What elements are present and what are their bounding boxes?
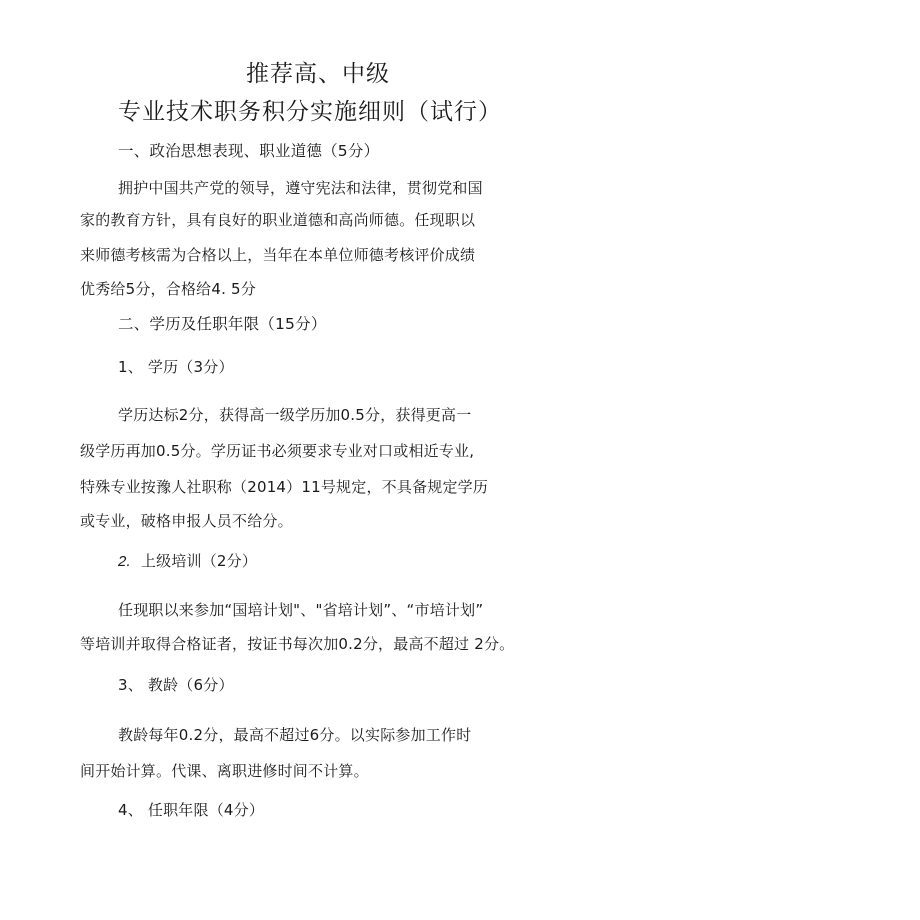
title-line-2: 专业技术职务积分实施细则（试行） [118, 99, 502, 125]
section-1-para-line: 拥护中国共产党的领导，遵守宪法和法律，贯彻党和国 [118, 179, 483, 197]
item-2-para-line: 等培训并取得合格证者，按证书每次加0.2分，最高不超过 2分。 [80, 635, 515, 653]
title-line-1: 推荐高、中级 [246, 61, 390, 87]
section-2-heading: 二、学历及任职年限（15分） [118, 315, 327, 333]
item-3-heading: 3、 教龄（6分） [118, 676, 234, 694]
item-2-heading-row [118, 551, 257, 572]
item-3-para-line: 间开始计算。代课、离职进修时间不计算。 [80, 762, 369, 780]
item-1-para-line: 学历达标2分，获得高一级学历加0.5分，获得更高一 [118, 406, 472, 424]
section-1-heading: 一、政治思想表现、职业道德（5分） [118, 142, 380, 160]
item-3-para-line: 教龄每年0.2分，最高不超过6分。以实际参加工作时 [118, 726, 472, 744]
item-1-para-line: 级学历再加0.5分。学历证书必须要求专业对口或相近专业, [80, 442, 475, 460]
item-2-para-line: 任现职以来参加“国培计划"、"省培计划”、“市培计划” [118, 601, 484, 619]
section-1-para-line: 优秀给5分，合格给4. 5分 [80, 280, 256, 298]
item-4-heading: 4、 任职年限（4分） [118, 801, 265, 819]
item-2-number: 2. [118, 553, 131, 570]
section-1-para-line: 家的教育方针，具有良好的职业道德和高尚师德。任现职以 [80, 211, 476, 229]
item-1-para-line: 或专业，破格申报人员不给分。 [80, 512, 293, 530]
item-1-heading: 1、 学历（3分） [118, 358, 234, 376]
item-1-para-line: 特殊专业按豫人社职称（2014）11号规定，不具备规定学历 [80, 478, 489, 496]
item-2-heading: 上级培训（2分） [140, 552, 258, 570]
section-1-para-line: 来师德考核需为合格以上，当年在本单位师德考核评价成绩 [80, 246, 476, 264]
